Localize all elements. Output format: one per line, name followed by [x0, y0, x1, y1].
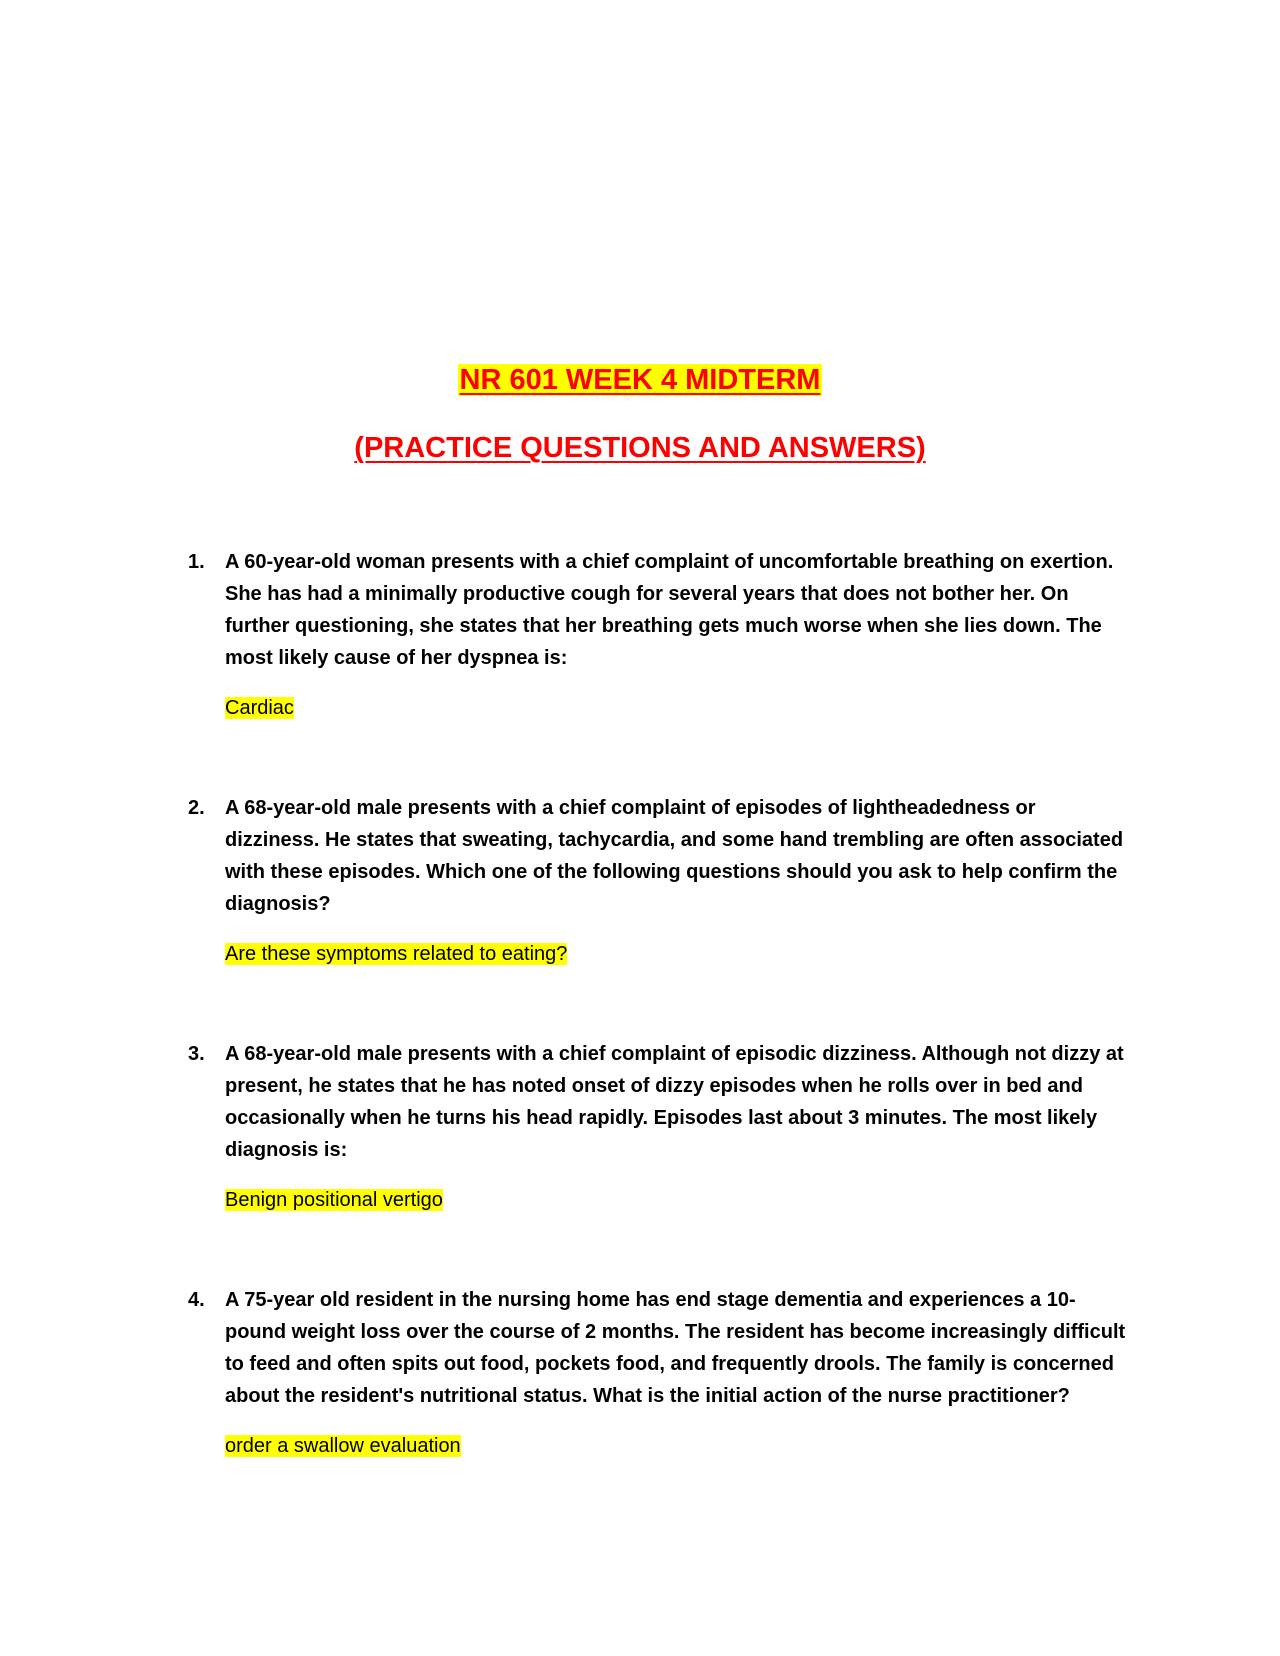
document-subtitle [0, 430, 1280, 466]
question-item [180, 1284, 1130, 1460]
highlighted-answer: Benign positional vertigo [225, 1189, 443, 1211]
highlighted-answer: order a swallow evaluation [225, 1435, 461, 1457]
highlighted-answer: Cardiac [225, 697, 294, 719]
question-number: 3. [188, 1043, 205, 1065]
answer-line [225, 1186, 1130, 1214]
question-text: A 68-year-old male presents with a chief complaint of episodes of lightheadedness or dizziness. He states that sweating, tachycardia, and some hand trembling are often associated with these episodes. Which one of the following questions should you ask to help confirm the diagnosis? [225, 797, 1124, 915]
document-subtitle-text: (PRACTICE QUESTIONS AND ANSWERS) [354, 432, 926, 464]
answer-line [225, 1432, 1130, 1460]
question-item [180, 1038, 1130, 1214]
question-number: 4. [188, 1289, 205, 1311]
question-list [180, 546, 1130, 1530]
document-title [0, 362, 1280, 398]
question-number: 1. [188, 551, 205, 573]
question-text: A 60-year-old woman presents with a chief complaint of uncomfortable breathing on exertion. She has had a minimally productive cough for several years that does not bother her. On further questioning, she states that her breathing gets much worse when she lies down. The most likely cause of her dyspnea is: [225, 551, 1114, 669]
question-number: 2. [188, 797, 205, 819]
question-item [180, 546, 1130, 722]
question-text: A 68-year-old male presents with a chief complaint of episodic dizziness. Although not dizzy at present, he states that he has noted onset of dizzy episodes when he rolls over in bed and occasionally when he turns his head rapidly. Episodes last about 3 minutes. The most likely diagnosis is: [225, 1043, 1124, 1161]
document-title-text: NR 601 WEEK 4 MIDTERM [459, 364, 821, 396]
highlighted-answer: Are these symptoms related to eating? [225, 943, 568, 965]
question-text: A 75-year old resident in the nursing home has end stage dementia and experiences a 10-pound weight loss over the course of 2 months. The resident has become increasingly difficult to feed and often spits out food, pockets food, and frequently drools. The family is concerned about the resident's nutritional status. What is the initial action of the nurse practitioner? [225, 1289, 1126, 1407]
question-item [180, 792, 1130, 968]
answer-line [225, 694, 1130, 722]
answer-line [225, 940, 1130, 968]
